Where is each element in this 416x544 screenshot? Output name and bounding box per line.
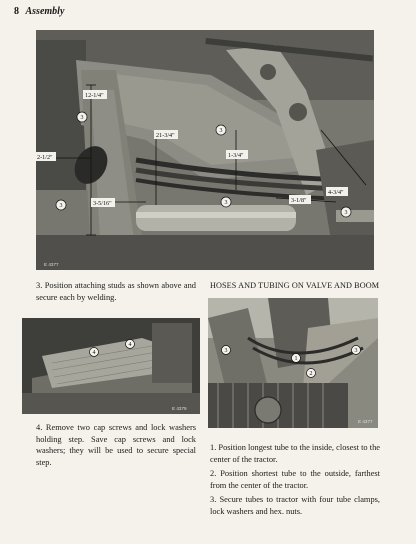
hoses-callout-2: 2 <box>309 371 313 377</box>
hoses-step-3: 3. Secure tubes to tractor with four tube clamps, lock washers and hex. nuts. <box>210 495 380 516</box>
photo-number-hoses: E 4377 <box>358 419 373 424</box>
hoses-step-1: 1. Position longest tube to the inside, closest to the center of the tractor. <box>210 443 380 464</box>
section-title: Assembly <box>25 6 65 17</box>
step-callout-4b: 4 <box>128 342 132 348</box>
callout-3e: 3 <box>224 200 228 206</box>
hoses-callout-3a: 3 <box>224 348 228 354</box>
dim-label-3: 1-3/4" <box>228 152 244 159</box>
photo-number-top: E 4377 <box>44 262 59 267</box>
hoses-photo <box>208 298 378 428</box>
page-header <box>14 6 64 17</box>
callout-3a: 3 <box>80 115 84 121</box>
step-photo <box>22 318 200 414</box>
hoses-step-2: 2. Position shortest tube to the outside, farthest from the center of the tractor. <box>210 469 380 490</box>
step-photo-illustration <box>22 318 200 414</box>
callout-3d: 3 <box>344 210 348 216</box>
callout-3c: 3 <box>219 128 223 134</box>
step-3-caption: 3. Position attaching studs as shown above and secure each by welding. <box>36 281 196 302</box>
top-photo-illustration <box>36 30 374 270</box>
dim-label-1: 12-1/4" <box>85 92 104 99</box>
photo-number-step: E 4379 <box>172 406 187 411</box>
top-photo <box>36 30 374 270</box>
step-4-caption: 4. Remove two cap screws and lock washers holding step. Save cap screws and lock washers; they will be used to secure special step. <box>36 423 196 467</box>
hoses-photo-illustration <box>208 298 378 428</box>
hoses-callout-3b: 3 <box>354 348 358 354</box>
dim-label-7: 3-1/8" <box>291 197 307 204</box>
dim-label-5: 3-5/16" <box>93 200 112 207</box>
hoses-heading: HOSES AND TUBING ON VALVE AND BOOM <box>210 281 380 290</box>
dim-label-4: 2-1/2" <box>37 154 53 161</box>
dim-label-6: 4-3/4" <box>328 189 344 196</box>
callout-3b: 3 <box>59 203 63 209</box>
page-number: 8 <box>14 6 19 17</box>
dim-label-2: 21-3/4" <box>156 132 175 139</box>
hoses-callout-1: 1 <box>294 356 298 362</box>
step-callout-4a: 4 <box>92 350 96 356</box>
